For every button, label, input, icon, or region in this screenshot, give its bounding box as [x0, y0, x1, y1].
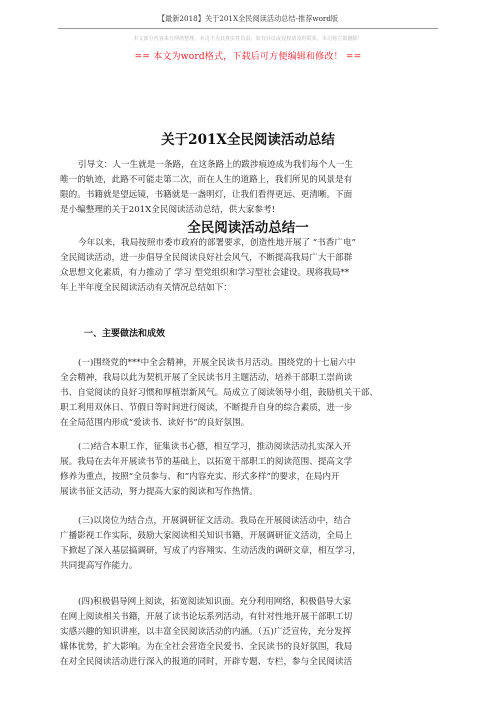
header-title: 【最新2018】关于201X全民阅读活动总结-推荐word版	[157, 14, 339, 23]
item-line: 共同提高写作能力。	[60, 561, 138, 572]
item-line: 媒体优势，扩大影响。为在全社会营造全民爱书、全民读书的良好氛围，我局	[60, 642, 353, 653]
overview-line: 年上半年度全民阅读活动有关情况总结如下：	[60, 283, 232, 294]
intro-line: 引导文：人一生就是一条路，在这条路上的跋涉痕迹成为我们每个人一生	[78, 160, 354, 170]
item-line: 职工利用双休日、节假日等时间进行阅读，不断提升自身的综合素质，进一步	[60, 403, 353, 414]
format-notice: == 本文为word格式，下载后可方便编辑和修改！ ==	[134, 52, 362, 62]
item-paragraph-3	[60, 514, 438, 574]
overview-line: 全民阅读活动，进一步倡导全民阅读良好社会风气，不断提高我局广大干部群	[60, 253, 353, 264]
intro-paragraph	[60, 158, 438, 218]
item-line: 在对全民阅读活动进行深入的报道的同时，开辟专题、专栏，参与全民阅读活	[60, 657, 353, 668]
document-title: 关于201X全民阅读活动总结	[161, 132, 335, 148]
item-line: 展。我局在去年开展读书节的基础上，以拓宽干部职工的阅读范围、提高文学	[60, 457, 353, 468]
item-paragraph-1	[60, 356, 438, 431]
overview-line: 众思想文化素质，有力推动了 学习 型党组织和学习型社会建设。现将我局**	[60, 268, 350, 279]
item-line: 全会精神，我局以此为契机开展了全民读书月主题活动，培养干部职工崇尚读	[60, 373, 353, 384]
item-line: 展读书征文活动，努力提高大家的阅读和写作热情。	[60, 487, 258, 498]
item-line: 在全局范围内形成“爱读书、读好书”的良好氛围。	[60, 418, 250, 429]
item-paragraph-2	[60, 440, 438, 500]
section-title: 全民阅读活动总结一	[187, 220, 309, 236]
intro-line: 限的。书籍就是望远镜，书籍就是一盏明灯，让我们看得更远、更清晰。下面	[60, 190, 353, 201]
item-line: 在网上阅读相关书籍，开展了读书论坛系列活动，有针对性地开展干部职工切	[60, 612, 353, 623]
item-line: 书、自觉阅读的良好习惯和厚植崇新风气。局成立了阅读领导小组，鼓励机关干部、	[60, 388, 378, 399]
item-line: 修养为重点，按照“全员参与、和“内容充实、形式多样”的要求，在局内开	[60, 472, 340, 483]
item-line: (二)结合本职工作，征集读书心德，相互学习，推动阅读活动扎实深入开	[78, 442, 352, 452]
disclaimer-text: 本文部分内容来自网络整理，本司不为其真实性负责，如有异议或侵权请及时联系，本司将立即删除！	[133, 36, 363, 42]
overview-paragraph	[60, 236, 438, 296]
intro-line: 是小编整理的关于201X全民阅读活动总结，供大家参考!	[60, 205, 276, 216]
item-paragraph-4	[60, 595, 438, 670]
item-line: (一)围绕党的***中全会精神，开展全民读书月活动。围绕党的十七届六中	[78, 358, 356, 368]
item-line: 广播影视工作实际，鼓励大家阅读相关知识书籍，开展调研征文活动，全局上	[60, 531, 353, 542]
item-line: (四)积极倡导网上阅读，拓宽阅读知识面。充分利用网络，积极倡导大家	[78, 597, 352, 607]
subheading: 一、主要做法和成效	[84, 329, 166, 339]
intro-line: 唯一的轨迹，此路不可能走第二次，而在人生的道路上，我们所见的风景是有	[60, 175, 353, 186]
item-line: 实感兴趣的知识讲座，以丰富全民阅读活动的内涵。（五)广泛宣传，充分发挥	[60, 627, 352, 638]
item-line: 下掀起了深入基层搞调研，写成了内容翔实、生动活泼的调研文章，相互学习，	[60, 546, 361, 557]
item-line: (三)以岗位为结合点，开展调研征文活动。我局在开展阅读活动中，结合	[78, 516, 352, 526]
header-divider	[58, 28, 438, 29]
overview-line: 今年以来，我局按照市委市政府的部署要求，创造性地开展了 “书香广电”	[78, 238, 356, 248]
